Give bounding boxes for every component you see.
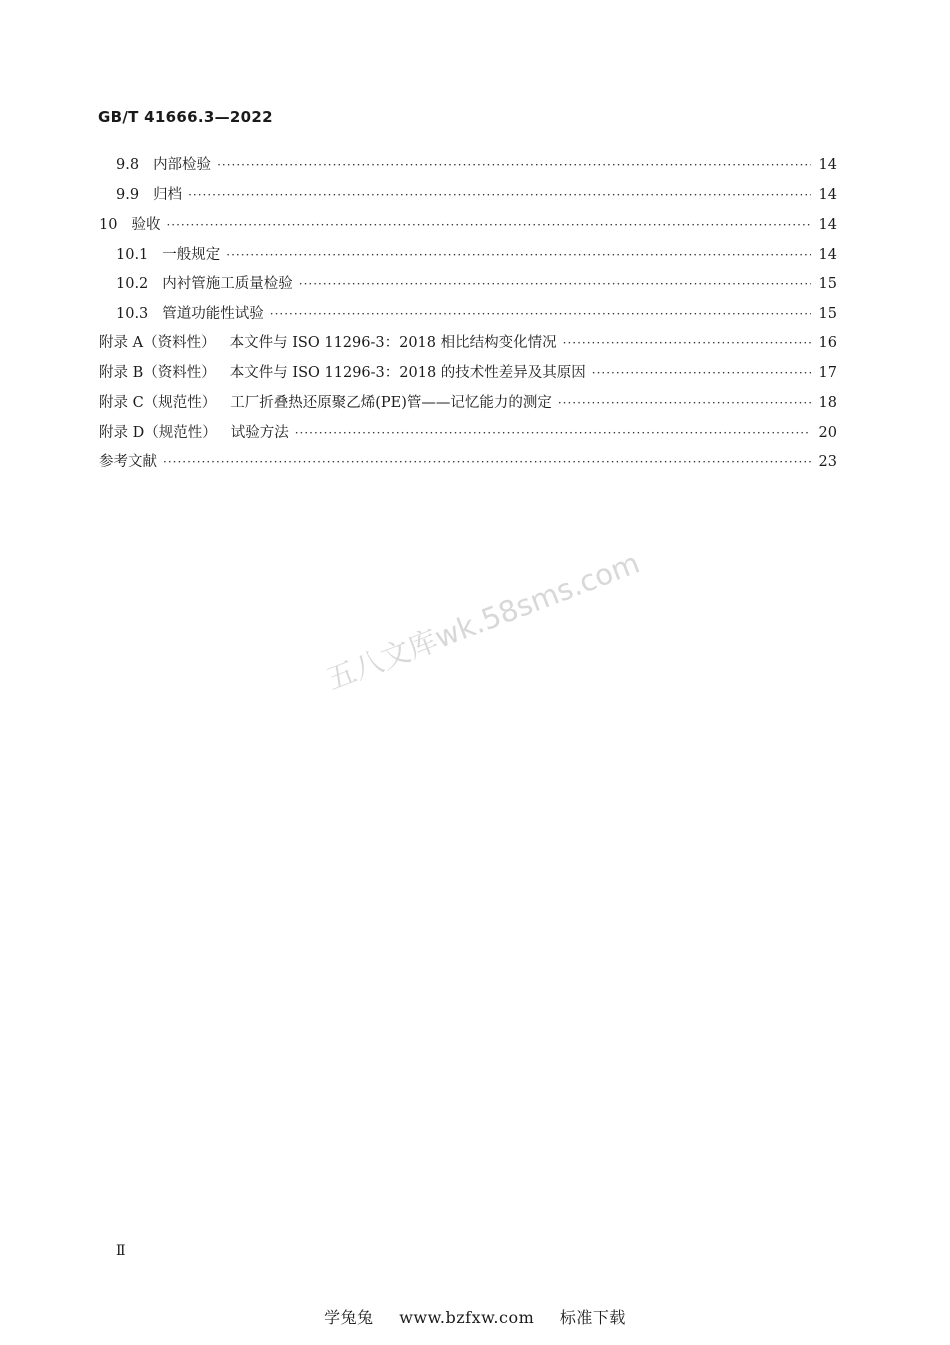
footer-site-url[interactable]: www.bzfxw.com [399, 1308, 535, 1327]
toc-leader-dots [217, 158, 811, 172]
toc-leader-dots [299, 277, 811, 291]
toc-entry[interactable] [116, 302, 837, 326]
toc-leader-dots [558, 396, 811, 410]
footer-site-name: 学兔兔 [324, 1308, 374, 1327]
toc-entry-number: 9.9 [116, 187, 140, 203]
toc-entry-page: 18 [818, 395, 837, 411]
toc-entry-number: 附录 C（规范性） [99, 395, 217, 411]
toc-leader-dots [188, 188, 811, 202]
toc-leader-dots [592, 366, 811, 380]
toc-entry-number: 附录 B（资料性） [99, 365, 216, 381]
toc-entry-title: 本文件与 ISO 11296-3：2018 的技术性差异及其原因 [229, 365, 586, 381]
toc-entry-title: 归档 [153, 187, 183, 203]
toc-leader-dots [270, 307, 811, 321]
page-number: Ⅱ [116, 1243, 126, 1259]
toc-entry-number: 9.8 [116, 157, 140, 173]
toc-entry-number: 10.1 [116, 247, 149, 263]
toc-entry-title: 内衬管施工质量检验 [162, 276, 293, 292]
toc-entry-page: 14 [818, 217, 837, 233]
toc-entry-number: 附录 D（规范性） [99, 425, 217, 441]
toc-entry-page: 16 [818, 335, 837, 351]
toc-entry-title: 验收 [131, 217, 161, 233]
toc-entry-title: 工厂折叠热还原聚乙烯(PE)管——记忆能力的测定 [230, 395, 552, 411]
toc-entry[interactable] [116, 183, 837, 207]
toc-leader-dots [295, 426, 811, 440]
toc-entry-page: 14 [818, 187, 837, 203]
toc-entry-page: 20 [818, 425, 837, 441]
toc-leader-dots [226, 248, 811, 262]
toc-entry-title: 管道功能性试验 [162, 306, 264, 322]
toc-entry-page: 23 [818, 454, 837, 470]
footer-banner [0, 1305, 950, 1328]
toc-entry-page: 14 [818, 157, 837, 173]
toc-leader-dots [563, 336, 811, 350]
toc-leader-dots [166, 218, 811, 232]
toc-entry-number: 10 [99, 217, 118, 233]
toc-entry[interactable] [99, 331, 837, 355]
toc-entry-page: 15 [818, 306, 837, 322]
footer-tagline: 标准下载 [559, 1308, 626, 1327]
toc-entry-title: 试验方法 [230, 425, 289, 441]
toc-entry-title: 一般规定 [162, 247, 221, 263]
toc-entry[interactable] [99, 450, 837, 474]
toc-entry-number: 参考文献 [99, 454, 157, 470]
toc-entry-page: 14 [818, 247, 837, 263]
toc-entry[interactable] [116, 153, 837, 177]
toc-entry-title: 内部检验 [153, 157, 212, 173]
toc-entry-page: 17 [818, 365, 837, 381]
toc-entry[interactable] [116, 272, 837, 296]
toc-entry[interactable] [99, 391, 837, 415]
toc-entry[interactable] [99, 361, 837, 385]
toc-entry-number: 10.3 [116, 306, 149, 322]
standard-code-header: GB/T 41666.3—2022 [98, 108, 273, 126]
watermark: 五八文库wk.58sms.com [321, 545, 645, 697]
toc-leader-dots [163, 455, 811, 469]
toc-entry-number: 10.2 [116, 276, 149, 292]
toc-entry[interactable] [99, 213, 837, 237]
toc-entry[interactable] [99, 421, 837, 445]
toc-entry-title: 本文件与 ISO 11296-3：2018 相比结构变化情况 [229, 335, 557, 351]
toc-entry-number: 附录 A（资料性） [99, 335, 216, 351]
toc-entry[interactable] [116, 243, 837, 267]
toc-entry-page: 15 [818, 276, 837, 292]
